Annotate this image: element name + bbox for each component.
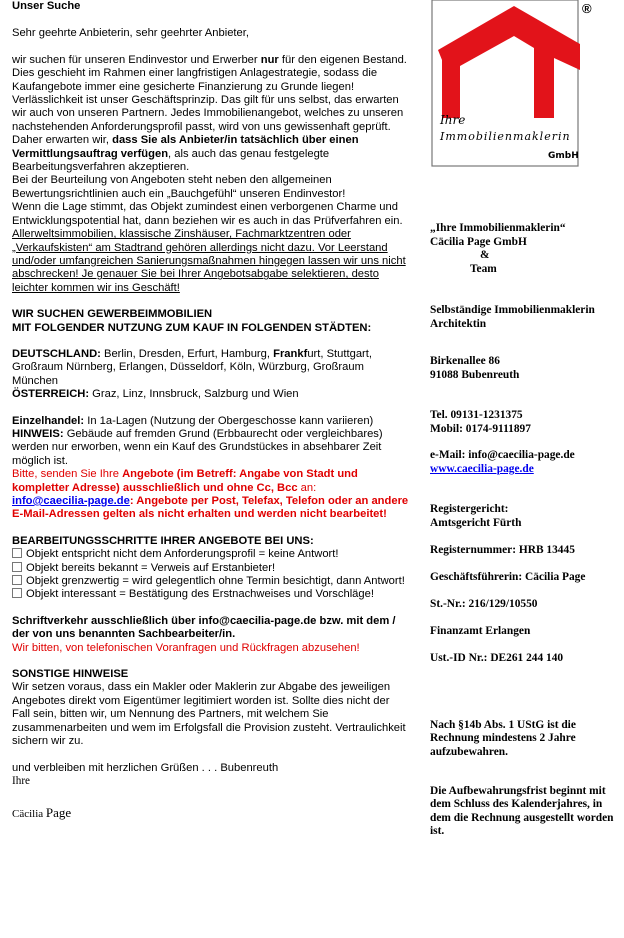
mobile: Mobil: 0174-9111897 — [430, 423, 531, 435]
team-label: Team — [470, 263, 497, 275]
email-link[interactable]: info@caecilia-page.de — [12, 495, 130, 507]
submission-instructions: Bitte, senden Sie Ihre Angebote (im Betreff: Angabe von Stadt und kompletter Adresse) ausschließlich und ohne Cc, Bcc an: info@caecilia-page.de: Angebote per Post, Telefax, Telefon oder an andere E-Mail-Adressen gelten als nicht erhalten und werden nicht bearbeitet! — [12, 468, 409, 521]
website-link[interactable]: www.caecilia-page.de — [430, 463, 534, 475]
checkbox-icon — [12, 562, 22, 572]
steps-heading: BEARBEITUNGSSCHRITTE IHRER ANGEBOTE BEI UNS: — [12, 534, 314, 547]
page-title: Unser Suche — [12, 0, 81, 12]
register-court-label: Registergericht: — [430, 503, 509, 515]
other-notes-paragraph: Wir setzen voraus, dass ein Makler oder Maklerin zur Abgabe des jeweiligen Angebotes direkt vom Eigentümer legitimiert worden ist. Sollte dies nicht der Fall sein, bitten wir, um Nennung des Partners, mit welchem Sie zusammenarbeiten und wem im Erfolgsfall die Provision zusteht. Vertraulichkeit sichern wir zu. — [12, 681, 406, 748]
tax-office: Finanzamt Erlangen — [430, 625, 531, 637]
step-item: Objekt bereits bekannt = Verweis auf Erstanbieter! — [12, 562, 410, 575]
retention-note: Nach §14b Abs. 1 UStG ist die Rechnung mindestens 2 Jahre aufzubewahren. — [430, 719, 576, 758]
search-heading-line1: WIR SUCHEN GEWERBEIMMOBILIEN — [12, 308, 213, 321]
company-legal-name: Cäcilia Page GmbH — [430, 236, 527, 248]
exclusions-paragraph: Allerweltsimmobilien, klassische Zinshäuser, Fachmarktzentren oder „Verkaufskisten“ am Stadtrand gehören allerdings nicht dazu. Vor Leerstand und/oder umfangreichen Sanierungsmaßnahmen hingegen lassen wir uns nicht abschrecken! Je genauer Sie bei Ihrer Angebotsabgabe selektieren, desto leichter kommen wir ins Geschäft! — [12, 228, 406, 294]
austria-cities: ÖSTERREICH: Graz, Linz, Innsbruck, Salzburg und Wien — [12, 388, 299, 401]
step-item: Objekt grenzwertig = wird gelegentlich ohne Termin besichtigt, dann Antwort! — [12, 575, 410, 588]
germany-cities: DEUTSCHLAND: Berlin, Dresden, Erfurt, Hamburg, Frankfurt, Stuttgart, Großraum Nürnberg, Erlangen, Düsseldorf, Köln, Würzburg, Großraum München — [12, 347, 372, 387]
checkbox-icon — [12, 588, 22, 598]
salutation: Sehr geehrte Anbieterin, sehr geehrter Anbieter, — [12, 27, 249, 40]
address-city: 91088 Bubenreuth — [430, 369, 520, 381]
logo-text-brand: Immobilienmaklerin — [440, 130, 571, 143]
role-line2: Architektin — [430, 318, 487, 330]
phone: Tel. 09131-1231375 — [430, 409, 523, 421]
contact-email: e-Mail: info@caecilia-page.de — [430, 449, 575, 461]
search-heading-line2: MIT FOLGENDER NUTZUNG ZUM KAUF IN FOLGENDEN STÄDTEN: — [12, 321, 372, 334]
logo-text-gmbh: GmbH — [548, 151, 579, 161]
vat-id: Ust.-ID Nr.: DE261 244 140 — [430, 652, 564, 664]
closing-ihre: Ihre — [12, 774, 31, 787]
managing-director: Geschäftsführerin: Cäcilia Page — [430, 571, 586, 583]
tax-number: St.-Nr.: 216/129/10550 — [430, 598, 538, 610]
assessment-paragraph: Bei der Beurteilung von Angeboten steht neben den allgemeinen Bewertungsrichtlinien auch ein „Bauchgefühl“ unseren Endinvestor! — [12, 174, 346, 200]
correspondence-note: Schriftverkehr ausschließlich über info@caecilia-page.de bzw. mit dem / der von uns benannten Sachbearbeiter/in. — [12, 614, 396, 641]
step-item: Objekt entspricht nicht dem Anforderungsprofil = keine Antwort! — [12, 548, 410, 561]
reliability-paragraph: Verlässlichkeit ist unser Geschäftsprinzip. Das gilt für uns selbst, das erwarten wir auch von unseren Partnern. Jedes Immobilienangebot, welches zu unseren nachstehenden Anforderungsprofil passt, wird von uns gewissenhaft geprüft. Daher erwarten wir, dass Sie als Anbieter/in tatsächlich über einen Vermittlungsauftrag verfügen, als auch das genau festgelegte Bearbeitungsverfahren akzeptieren. — [12, 94, 404, 174]
company-name: „Ihre Immobilienmaklerin“ — [430, 222, 566, 234]
logo-graphic — [430, 0, 600, 170]
intro-paragraph: wir suchen für unseren Endinvestor und Erwerber nur für den eigenen Bestand. Dies geschieht im Rahmen einer langfristigen Anlagestrategie, sodass die Kaufangebote immer eine gesicherte Finanzierung zu Grunde liegen! — [12, 53, 407, 93]
ampersand: & — [480, 249, 490, 261]
letter-body — [12, 0, 410, 822]
registered-mark: ® — [582, 1, 592, 16]
role-line1: Selbständige Immobilienmaklerin — [430, 304, 595, 316]
checkbox-icon — [12, 548, 22, 558]
other-notes-heading: SONSTIGE HINWEISE — [12, 668, 129, 681]
location-paragraph: Wenn die Lage stimmt, das Objekt zumindest einen verborgenen Charme und Entwicklungspotential hat, dann beziehen wir es auch in das Prüfverfahren ein. — [12, 201, 403, 227]
checkbox-icon — [12, 575, 22, 585]
notice-paragraph: HINWEIS: Gebäude auf fremden Grund (Erbbaurecht oder vergleichbares) werden nur erworben, wenn ein Kauf des Grundstückes in absehbarer Zeit möglich ist. — [12, 427, 383, 467]
signature: Cäcilia Page — [12, 805, 72, 821]
closing-line: und verbleiben mit herzlichen Grüßen . . . Bubenreuth — [12, 761, 279, 774]
address-street: Birkenallee 86 — [430, 355, 500, 367]
register-court: Amtsgericht Fürth — [430, 517, 522, 529]
retail-usage: Einzelhandel: In 1a-Lagen (Nutzung der Obergeschosse kann variieren) — [12, 414, 374, 427]
retention-period-note: Die Aufbewahrungsfrist beginnt mit dem Schluss des Kalenderjahres, in dem die Rechnung ausgestellt worden ist. — [430, 785, 614, 838]
no-phone-note: Wir bitten, von telefonischen Voranfragen und Rückfragen abzusehen! — [12, 641, 360, 654]
register-number: Registernummer: HRB 13445 — [430, 544, 575, 556]
step-item: Objekt interessant = Bestätigung des Erstnachweises und Vorschläge! — [12, 588, 410, 601]
company-logo — [430, 0, 600, 170]
logo-text-ihre: Ihre — [440, 113, 466, 127]
